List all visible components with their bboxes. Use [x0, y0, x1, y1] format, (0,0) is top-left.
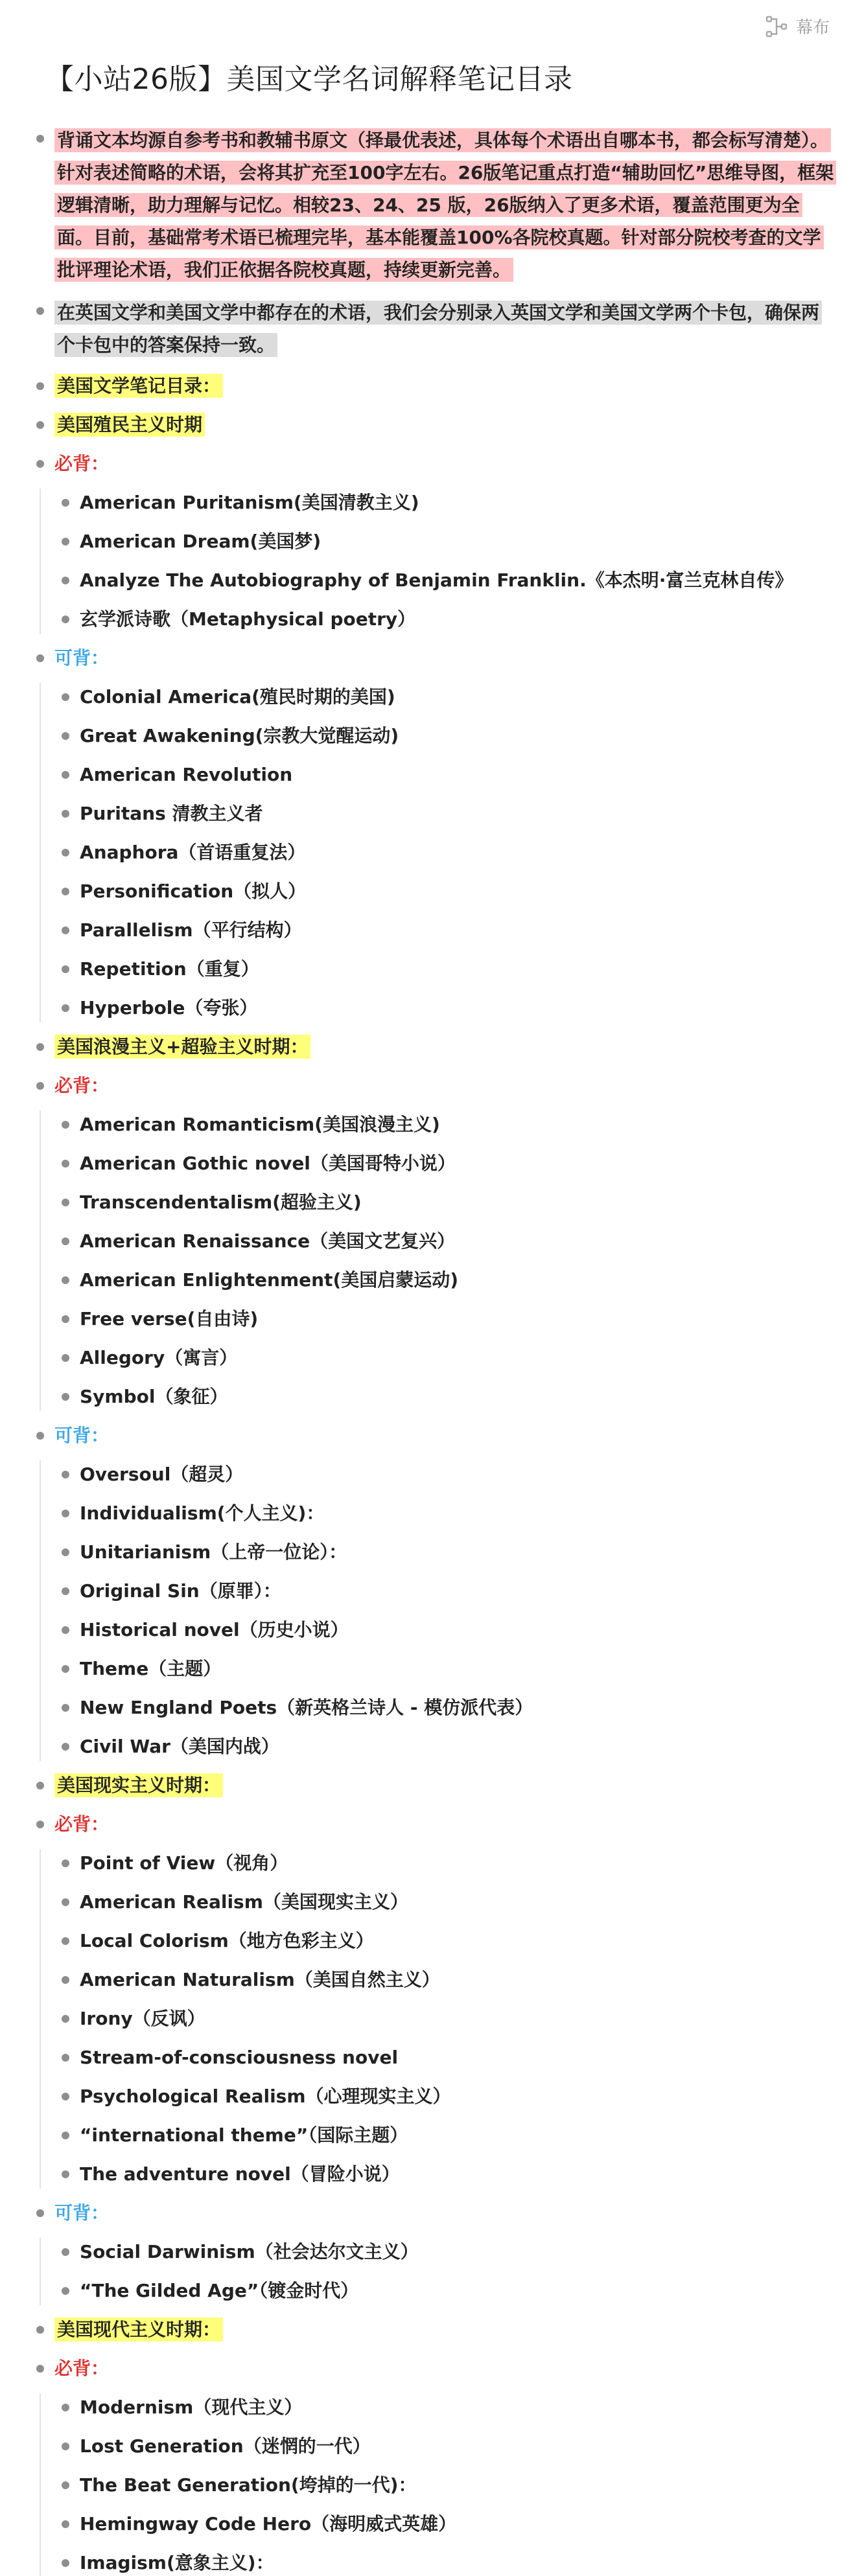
- list-item-text: American Romanticism(美国浪漫主义): [80, 1114, 440, 1135]
- item-label: 可背：: [54, 1425, 110, 1446]
- app-header: [765, 14, 830, 38]
- list-item-text: 玄学派诗歌（Metaphysical poetry）: [80, 608, 416, 630]
- bullet-dot-icon[interactable]: [32, 1072, 54, 1100]
- page-title: 【小站26版】美国文学名词解释笔记目录: [45, 63, 573, 96]
- list-item-text: The adventure novel（冒险小说）: [80, 2163, 400, 2185]
- bullet-dot-icon[interactable]: [32, 2316, 54, 2344]
- list-item-text: Unitarianism（上帝一位论）：: [80, 1541, 347, 1563]
- bullet-dot-icon[interactable]: [58, 2238, 80, 2266]
- intro-note-text: [54, 297, 853, 362]
- item-label: 美国文学笔记目录：: [54, 374, 223, 398]
- bullet-dot-icon[interactable]: [58, 2082, 80, 2111]
- list-item-text: Puritans 清教主义者: [80, 803, 263, 824]
- list-item-text: Modernism（现代主义）: [80, 2397, 303, 2418]
- list-item[interactable]: [41, 683, 853, 711]
- child-list: [40, 489, 853, 634]
- list-item[interactable]: [41, 2160, 853, 2189]
- bullet-dot-icon[interactable]: [58, 527, 80, 556]
- list-item-text: Psychological Realism（心理现实主义）: [80, 2086, 451, 2107]
- list-item[interactable]: [41, 1110, 853, 1139]
- list-item-text: American Realism（美国现实主义）: [80, 1891, 408, 1913]
- bullet-dot-icon[interactable]: [58, 1888, 80, 1916]
- list-item[interactable]: [41, 799, 853, 828]
- item-label: 必背：: [54, 1813, 110, 1835]
- list-item[interactable]: [41, 605, 853, 634]
- bullet-dot-icon[interactable]: [58, 1655, 80, 1683]
- list-item[interactable]: [41, 877, 853, 906]
- list-item[interactable]: [41, 2393, 853, 2422]
- bullet-dot-icon[interactable]: [58, 2277, 80, 2305]
- list-item[interactable]: [41, 566, 853, 595]
- child-list: [40, 1460, 853, 1761]
- child-list: [40, 1110, 853, 1411]
- item-label: 美国浪漫主义+超验主义时期：: [54, 1035, 310, 1059]
- list-item-text: American Renaissance（美国文艺复兴）: [80, 1230, 456, 1252]
- bullet-dot-icon[interactable]: [58, 1694, 80, 1722]
- bullet-dot-icon[interactable]: [58, 1266, 80, 1294]
- list-item-text: Local Colorism（地方色彩主义）: [80, 1930, 374, 1951]
- bullet-dot-icon[interactable]: [58, 761, 80, 789]
- bullet-dot-icon[interactable]: [58, 566, 80, 595]
- optional-label-text: [54, 644, 109, 673]
- list-item-text: Lost Generation（迷惘的一代）: [80, 2435, 371, 2457]
- bullet-dot-icon[interactable]: [58, 1344, 80, 1372]
- item-label: 可背：: [54, 647, 110, 669]
- list-item-text: Analyze The Autobiography of Benjamin Franklin.《本杰明·富兰克林自传》: [80, 569, 793, 591]
- child-list: [40, 1849, 853, 2189]
- list-item[interactable]: [41, 1266, 853, 1294]
- list-item-text: Theme（主题）: [80, 1658, 222, 1679]
- list-item[interactable]: [41, 1499, 853, 1528]
- bullet-dot-icon[interactable]: [58, 1927, 80, 1955]
- bullet-dot-icon[interactable]: [58, 1966, 80, 1994]
- intro-note[interactable]: [0, 297, 853, 362]
- list-item-text: Anaphora（首语重复法）: [80, 842, 306, 863]
- list-item[interactable]: [41, 1616, 853, 1644]
- bullet-dot-icon[interactable]: [58, 2160, 80, 2189]
- toc-heading[interactable]: [0, 372, 853, 400]
- item-label: 在英国文学和美国文学中都存在的术语，我们会分别录入英国文学和美国文学两个卡包，确保两个卡包中的答案保持一致。: [54, 301, 822, 357]
- must-label[interactable]: [0, 1810, 853, 1839]
- bullet-dot-icon[interactable]: [58, 1538, 80, 1567]
- bullet-dot-icon[interactable]: [58, 722, 80, 750]
- list-item[interactable]: [41, 838, 853, 867]
- item-label: 美国殖民主义时期: [54, 413, 205, 437]
- list-item-text: Historical novel（历史小说）: [80, 1619, 349, 1640]
- list-item[interactable]: [41, 1732, 853, 1761]
- list-item-text: Allegory（寓言）: [80, 1347, 238, 1368]
- item-label: 美国现实主义时期：: [54, 1773, 223, 1797]
- must-label-text: [54, 1810, 109, 1839]
- bullet-dot-icon[interactable]: [58, 2471, 80, 2500]
- list-item[interactable]: [41, 2082, 853, 2111]
- list-item[interactable]: [41, 2238, 853, 2266]
- list-item[interactable]: [41, 1344, 853, 1372]
- bullet-dot-icon[interactable]: [58, 1383, 80, 1411]
- app-label[interactable]: 幕布: [795, 18, 830, 38]
- bullet-dot-icon[interactable]: [58, 1577, 80, 1605]
- list-item-text: The Beat Generation(垮掉的一代)：: [80, 2474, 417, 2496]
- must-label[interactable]: [0, 2354, 853, 2383]
- bullet-dot-icon[interactable]: [58, 1110, 80, 1139]
- list-item[interactable]: [41, 916, 853, 945]
- list-item-text: American Naturalism（美国自然主义）: [80, 1969, 440, 1990]
- bullet-dot-icon[interactable]: [32, 411, 54, 439]
- bullet-dot-icon[interactable]: [58, 2121, 80, 2150]
- list-item[interactable]: [41, 527, 853, 556]
- bullet-dot-icon[interactable]: [32, 1810, 54, 1839]
- bullet-dot-icon[interactable]: [58, 1188, 80, 1217]
- must-label-text: [54, 1072, 109, 1100]
- list-item[interactable]: [41, 1888, 853, 1916]
- must-label-text: [54, 450, 109, 478]
- list-item[interactable]: [41, 2121, 853, 2150]
- list-item[interactable]: [41, 1227, 853, 1256]
- intro-note-text: [54, 124, 853, 286]
- list-item-text: Social Darwinism（社会达尔文主义）: [80, 2241, 419, 2262]
- list-item-text: American Dream(美国梦): [80, 531, 321, 552]
- section-heading[interactable]: [0, 1771, 853, 1800]
- bullet-dot-icon[interactable]: [58, 1149, 80, 1178]
- bullet-dot-icon[interactable]: [32, 124, 54, 153]
- list-item[interactable]: [41, 2277, 853, 2305]
- child-list: [40, 2393, 853, 2576]
- list-item[interactable]: [41, 1849, 853, 1878]
- list-item-text: American Revolution: [80, 764, 293, 785]
- list-item-text: American Puritanism(美国清教主义): [80, 492, 419, 513]
- list-item-text: Personification（拟人）: [80, 880, 307, 902]
- bullet-dot-icon[interactable]: [58, 1616, 80, 1644]
- list-item[interactable]: [41, 2549, 853, 2576]
- list-item-text: Hemingway Code Hero（海明威式英雄）: [80, 2513, 457, 2535]
- list-item-text: Individualism(个人主义)：: [80, 1502, 325, 1524]
- list-item-text: Stream-of-consciousness novel: [80, 2047, 399, 2068]
- list-item-text: Free verse(自由诗): [80, 1308, 259, 1329]
- bullet-dot-icon[interactable]: [58, 1849, 80, 1878]
- section-heading-text: [54, 1033, 310, 1061]
- mubu-mindmap-icon[interactable]: [765, 15, 788, 38]
- bullet-dot-icon[interactable]: [58, 1499, 80, 1528]
- list-item-text: Parallelism（平行结构）: [80, 919, 302, 941]
- child-list: [40, 683, 853, 1022]
- bullet-dot-icon[interactable]: [58, 2043, 80, 2072]
- bullet-dot-icon[interactable]: [58, 916, 80, 945]
- optional-label-text: [54, 1421, 109, 1450]
- outline-document: [0, 124, 853, 2576]
- item-label: 美国现代主义时期：: [54, 2317, 223, 2341]
- list-item-text: Oversoul（超灵）: [80, 1464, 244, 1485]
- bullet-dot-icon[interactable]: [32, 450, 54, 478]
- list-item[interactable]: [41, 1694, 853, 1722]
- bullet-dot-icon[interactable]: [58, 955, 80, 983]
- must-label[interactable]: [0, 1072, 853, 1100]
- item-label: 可背：: [54, 2202, 110, 2224]
- list-item[interactable]: [41, 489, 853, 517]
- list-item[interactable]: [41, 1383, 853, 1411]
- section-heading-text: [54, 2316, 223, 2344]
- list-item[interactable]: [41, 2005, 853, 2033]
- list-item-text: Imagism(意象主义)：: [80, 2552, 274, 2573]
- bullet-dot-icon[interactable]: [58, 1227, 80, 1256]
- section-heading-text: [54, 1771, 223, 1800]
- list-item[interactable]: [41, 2471, 853, 2500]
- list-item[interactable]: [41, 2432, 853, 2461]
- list-item[interactable]: [41, 1460, 853, 1489]
- section-heading[interactable]: [0, 2316, 853, 2344]
- list-item[interactable]: [41, 1966, 853, 1994]
- optional-label[interactable]: [0, 1421, 853, 1450]
- bullet-dot-icon[interactable]: [32, 644, 54, 673]
- list-item[interactable]: [41, 761, 853, 789]
- bullet-dot-icon[interactable]: [32, 1421, 54, 1450]
- must-label-text: [54, 2354, 109, 2383]
- item-label: 必背：: [54, 1075, 110, 1096]
- list-item-text: Hyperbole（夸张）: [80, 997, 258, 1018]
- bullet-dot-icon[interactable]: [32, 1033, 54, 1061]
- intro-note[interactable]: [0, 124, 853, 286]
- bullet-dot-icon[interactable]: [58, 1305, 80, 1333]
- optional-label[interactable]: [0, 2199, 853, 2227]
- list-item-text: Original Sin（原罪）：: [80, 1580, 281, 1602]
- item-label: 背诵文本均源自参考书和教辅书原文（择最优表述，具体每个术语出自哪本书，都会标写清楚）。针对表述简略的术语，会将其扩充至100字左右。26版笔记重点打造“辅助回忆”思维导图，框架逻辑清晰，助力理解与记忆。相较23、24、25 版，26版纳入了更多术语，覆盖范围更为全面。目前，基础常考术语已梳理完毕，基本能覆盖100%各院校真题。针对部分院校考查的文学批评理论术语，我们正依据各院校真题，持续更新完善。: [54, 128, 836, 282]
- list-item[interactable]: [41, 1927, 853, 1955]
- bullet-dot-icon[interactable]: [58, 799, 80, 828]
- optional-label[interactable]: [0, 644, 853, 673]
- bullet-dot-icon[interactable]: [58, 2005, 80, 2033]
- bullet-dot-icon[interactable]: [58, 605, 80, 634]
- list-item[interactable]: [41, 2043, 853, 2072]
- list-item-text: New England Poets（新英格兰诗人 - 模仿派代表）: [80, 1697, 533, 1718]
- list-item-text: Great Awakening(宗教大觉醒运动): [80, 725, 399, 746]
- bullet-dot-icon[interactable]: [58, 2549, 80, 2576]
- bullet-dot-icon[interactable]: [58, 489, 80, 517]
- bullet-dot-icon[interactable]: [58, 2393, 80, 2422]
- bullet-dot-icon[interactable]: [58, 1460, 80, 1489]
- item-label: 必背：: [54, 2358, 110, 2379]
- list-item-text: “international theme”（国际主题）: [80, 2124, 408, 2146]
- list-item[interactable]: [41, 1188, 853, 1217]
- must-label[interactable]: [0, 450, 853, 478]
- list-item-text: Transcendentalism(超验主义): [80, 1191, 362, 1213]
- list-item-text: Symbol（象征）: [80, 1386, 228, 1407]
- list-item[interactable]: [41, 1149, 853, 1178]
- bullet-dot-icon[interactable]: [58, 2510, 80, 2538]
- list-item[interactable]: [41, 1577, 853, 1605]
- list-item-text: Civil War（美国内战）: [80, 1736, 279, 1757]
- bullet-dot-icon[interactable]: [58, 877, 80, 906]
- section-heading[interactable]: [0, 411, 853, 439]
- bullet-dot-icon[interactable]: [32, 2199, 54, 2227]
- list-item-text: Irony（反讽）: [80, 2008, 205, 2029]
- list-item-text: Colonial America(殖民时期的美国): [80, 686, 395, 707]
- list-item-text: Point of View（视角）: [80, 1852, 288, 1874]
- section-heading[interactable]: [0, 1033, 853, 1061]
- list-item[interactable]: [41, 1655, 853, 1683]
- toc-heading-text: [54, 372, 223, 400]
- list-item-text: American Gothic novel（美国哥特小说）: [80, 1153, 456, 1174]
- list-item[interactable]: [41, 1538, 853, 1567]
- bullet-dot-icon[interactable]: [58, 2432, 80, 2461]
- section-heading-text: [54, 411, 205, 439]
- list-item[interactable]: [41, 994, 853, 1022]
- list-item-text: “The Gilded Age”（镀金时代）: [80, 2280, 359, 2301]
- list-item-text: American Enlightenment(美国启蒙运动): [80, 1269, 459, 1291]
- list-item[interactable]: [41, 1305, 853, 1333]
- bullet-dot-icon[interactable]: [32, 297, 54, 325]
- bullet-dot-icon[interactable]: [58, 683, 80, 711]
- list-item[interactable]: [41, 722, 853, 750]
- optional-label-text: [54, 2199, 109, 2227]
- bullet-dot-icon[interactable]: [32, 372, 54, 400]
- bullet-dot-icon[interactable]: [58, 1732, 80, 1761]
- bullet-dot-icon[interactable]: [32, 1771, 54, 1800]
- item-label: 必背：: [54, 453, 110, 474]
- list-item[interactable]: [41, 955, 853, 983]
- bullet-dot-icon[interactable]: [32, 2354, 54, 2383]
- child-list: [40, 2238, 853, 2305]
- list-item[interactable]: [41, 2510, 853, 2538]
- list-item-text: Repetition（重复）: [80, 958, 259, 980]
- bullet-dot-icon[interactable]: [58, 838, 80, 867]
- bullet-dot-icon[interactable]: [58, 994, 80, 1022]
